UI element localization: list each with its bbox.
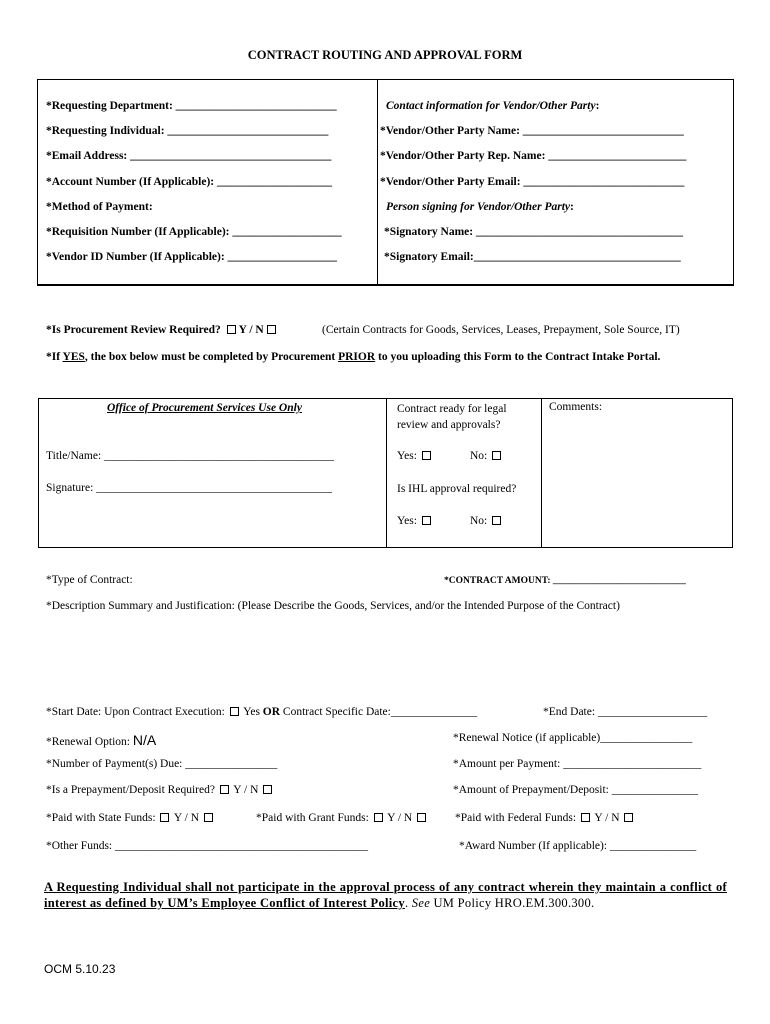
conflict-of-interest-notice	[44, 879, 727, 911]
amount-prepayment-field[interactable]: *Amount of Prepayment/Deposit: _______________	[453, 784, 698, 796]
end-date-field[interactable]: *End Date: ___________________	[543, 706, 708, 718]
box-divider-2	[541, 399, 542, 547]
procurement-office-box	[38, 398, 733, 548]
prepayment-question-label: *Is a Prepayment/Deposit Required?	[46, 784, 215, 796]
grant-funds-yes-checkbox[interactable]	[374, 813, 383, 822]
federal-funds-yn-label: Y / N	[594, 812, 620, 824]
ihl-approval-question: Is IHL approval required?	[397, 483, 517, 495]
start-date-label: *Start Date: Upon Contract Execution:	[46, 706, 225, 718]
state-funds-yes-checkbox[interactable]	[160, 813, 169, 822]
legal-ready-no	[470, 450, 503, 462]
prepayment-no-checkbox[interactable]	[263, 785, 272, 794]
notice-bold-text: A Requesting Individual shall not participate in the approval process of any contract wherein they maintain a conflict of interest as defined by UM’s Employee Conflict of Interest Policy	[44, 880, 727, 910]
ihl-no-checkbox[interactable]	[492, 516, 501, 525]
procurement-review-question	[46, 324, 279, 336]
email-address-field[interactable]: *Email Address: ___________________________________	[46, 150, 332, 162]
form-version-footer: OCM 5.10.23	[44, 962, 116, 976]
signatory-name-field[interactable]: *Signatory Name: ____________________________________	[384, 226, 683, 238]
paid-state-funds	[46, 812, 215, 824]
ihl-yes	[397, 515, 433, 527]
legal-yes-label: Yes:	[397, 450, 417, 462]
signatory-heading-text: Person signing for Vendor/Other Party	[386, 201, 571, 213]
amount-per-payment-field[interactable]: *Amount per Payment: ________________________	[453, 758, 702, 770]
signatory-heading-colon: :	[570, 201, 574, 213]
prepayment-question	[46, 784, 274, 796]
vendor-id-number-field[interactable]: *Vendor ID Number (If Applicable): ___________________	[46, 251, 337, 263]
notice-period: .	[404, 896, 412, 910]
signatory-heading	[386, 201, 574, 213]
paid-state-label: *Paid with State Funds:	[46, 812, 156, 824]
start-date-yes-label: Yes	[243, 706, 260, 718]
office-use-heading: Office of Procurement Services Use Only	[107, 402, 302, 414]
paid-grant-funds	[256, 812, 428, 824]
renewal-option-value: N/A	[132, 732, 157, 748]
box-divider-1	[386, 399, 387, 547]
procurement-checkbox-no[interactable]	[267, 325, 276, 334]
description-justification-field[interactable]: *Description Summary and Justification: (Please Describe the Goods, Services, and/or the Intended Purpose of the Contract)	[46, 600, 620, 612]
instruction-yes: YES	[62, 351, 85, 363]
vendor-contact-heading-colon: :	[595, 100, 600, 112]
federal-funds-yes-checkbox[interactable]	[581, 813, 590, 822]
legal-no-checkbox[interactable]	[492, 451, 501, 460]
signatory-email-field[interactable]: *Signatory Email:____________________________________	[384, 251, 681, 263]
instruction-mid: , the box below must be completed by Procurement	[84, 351, 339, 363]
method-of-payment-field[interactable]: *Method of Payment:	[46, 201, 153, 213]
account-number-field[interactable]: *Account Number (If Applicable): ____________________	[46, 176, 333, 188]
renewal-option-label: *Renewal Option:	[46, 736, 130, 748]
vendor-email-field[interactable]: *Vendor/Other Party Email: ____________________________	[380, 176, 685, 188]
ihl-yes-label: Yes:	[397, 515, 417, 527]
renewal-notice-field[interactable]: *Renewal Notice (if applicable)________________	[453, 732, 693, 744]
procurement-yn-label: Y / N	[238, 324, 264, 336]
contract-amount-field[interactable]: *CONTRACT AMOUNT: ____________________________	[444, 576, 686, 586]
comments-label: Comments:	[549, 401, 603, 413]
contract-specific-date-field[interactable]: Contract Specific Date:_______________	[282, 706, 478, 718]
renewal-option-field[interactable]	[46, 732, 156, 748]
ihl-yes-checkbox[interactable]	[422, 516, 431, 525]
instruction-suffix: to you uploading this Form to the Contract Intake Portal.	[375, 351, 661, 363]
start-date-or: OR	[262, 706, 281, 718]
start-date-field	[46, 706, 477, 718]
ihl-no-label: No:	[470, 515, 488, 527]
state-funds-yn-label: Y / N	[173, 812, 200, 824]
prepayment-yn-label: Y / N	[233, 784, 259, 796]
state-funds-no-checkbox[interactable]	[204, 813, 213, 822]
legal-ready-question: Contract ready for legal review and approvals?	[397, 403, 507, 431]
federal-funds-no-checkbox[interactable]	[624, 813, 633, 822]
start-date-execution-checkbox[interactable]	[230, 707, 239, 716]
office-title-name-field[interactable]: Title/Name: ________________________________________	[46, 450, 335, 462]
grant-funds-yn-label: Y / N	[387, 812, 413, 824]
requisition-number-field[interactable]: *Requisition Number (If Applicable): ___________________	[46, 226, 342, 238]
procurement-question-label: *Is Procurement Review Required?	[46, 324, 221, 336]
prepayment-yes-checkbox[interactable]	[220, 785, 229, 794]
vendor-contact-heading-text: Contact information for Vendor/Other Party	[386, 100, 596, 112]
procurement-instruction	[46, 351, 660, 363]
paid-federal-label: *Paid with Federal Funds:	[455, 812, 577, 824]
type-of-contract-field[interactable]: *Type of Contract:	[46, 574, 133, 586]
instruction-prefix: *If	[46, 351, 63, 363]
vendor-party-name-field[interactable]: *Vendor/Other Party Name: ____________________________	[380, 125, 684, 137]
vendor-rep-name-field[interactable]: *Vendor/Other Party Rep. Name: ________________________	[380, 150, 687, 162]
procurement-note: (Certain Contracts for Goods, Services, Leases, Prepayment, Sole Source, IT)	[322, 324, 680, 336]
grant-funds-no-checkbox[interactable]	[417, 813, 426, 822]
paid-federal-funds	[455, 812, 635, 824]
notice-policy-ref: UM Policy HRO.EM.300.300.	[430, 896, 595, 910]
requesting-department-field[interactable]: *Requesting Department: ____________________________	[46, 100, 337, 112]
vendor-contact-heading	[386, 100, 599, 112]
legal-no-label: No:	[470, 450, 488, 462]
notice-see: See	[411, 896, 431, 910]
column-divider	[377, 80, 378, 284]
requesting-individual-field[interactable]: *Requesting Individual: ____________________________	[46, 125, 329, 137]
other-funds-field[interactable]: *Other Funds: ____________________________________________	[46, 840, 368, 852]
ihl-no	[470, 515, 503, 527]
procurement-checkbox-yes[interactable]	[227, 325, 236, 334]
form-title: CONTRACT ROUTING AND APPROVAL FORM	[247, 48, 523, 62]
instruction-prior: PRIOR	[338, 351, 376, 363]
legal-yes-checkbox[interactable]	[422, 451, 431, 460]
number-of-payments-field[interactable]: *Number of Payment(s) Due: ________________	[46, 758, 278, 770]
paid-grant-label: *Paid with Grant Funds:	[256, 812, 369, 824]
office-signature-field[interactable]: Signature: _________________________________________	[46, 482, 332, 494]
legal-ready-yes	[397, 450, 433, 462]
award-number-field[interactable]: *Award Number (If applicable): _______________	[459, 840, 697, 852]
